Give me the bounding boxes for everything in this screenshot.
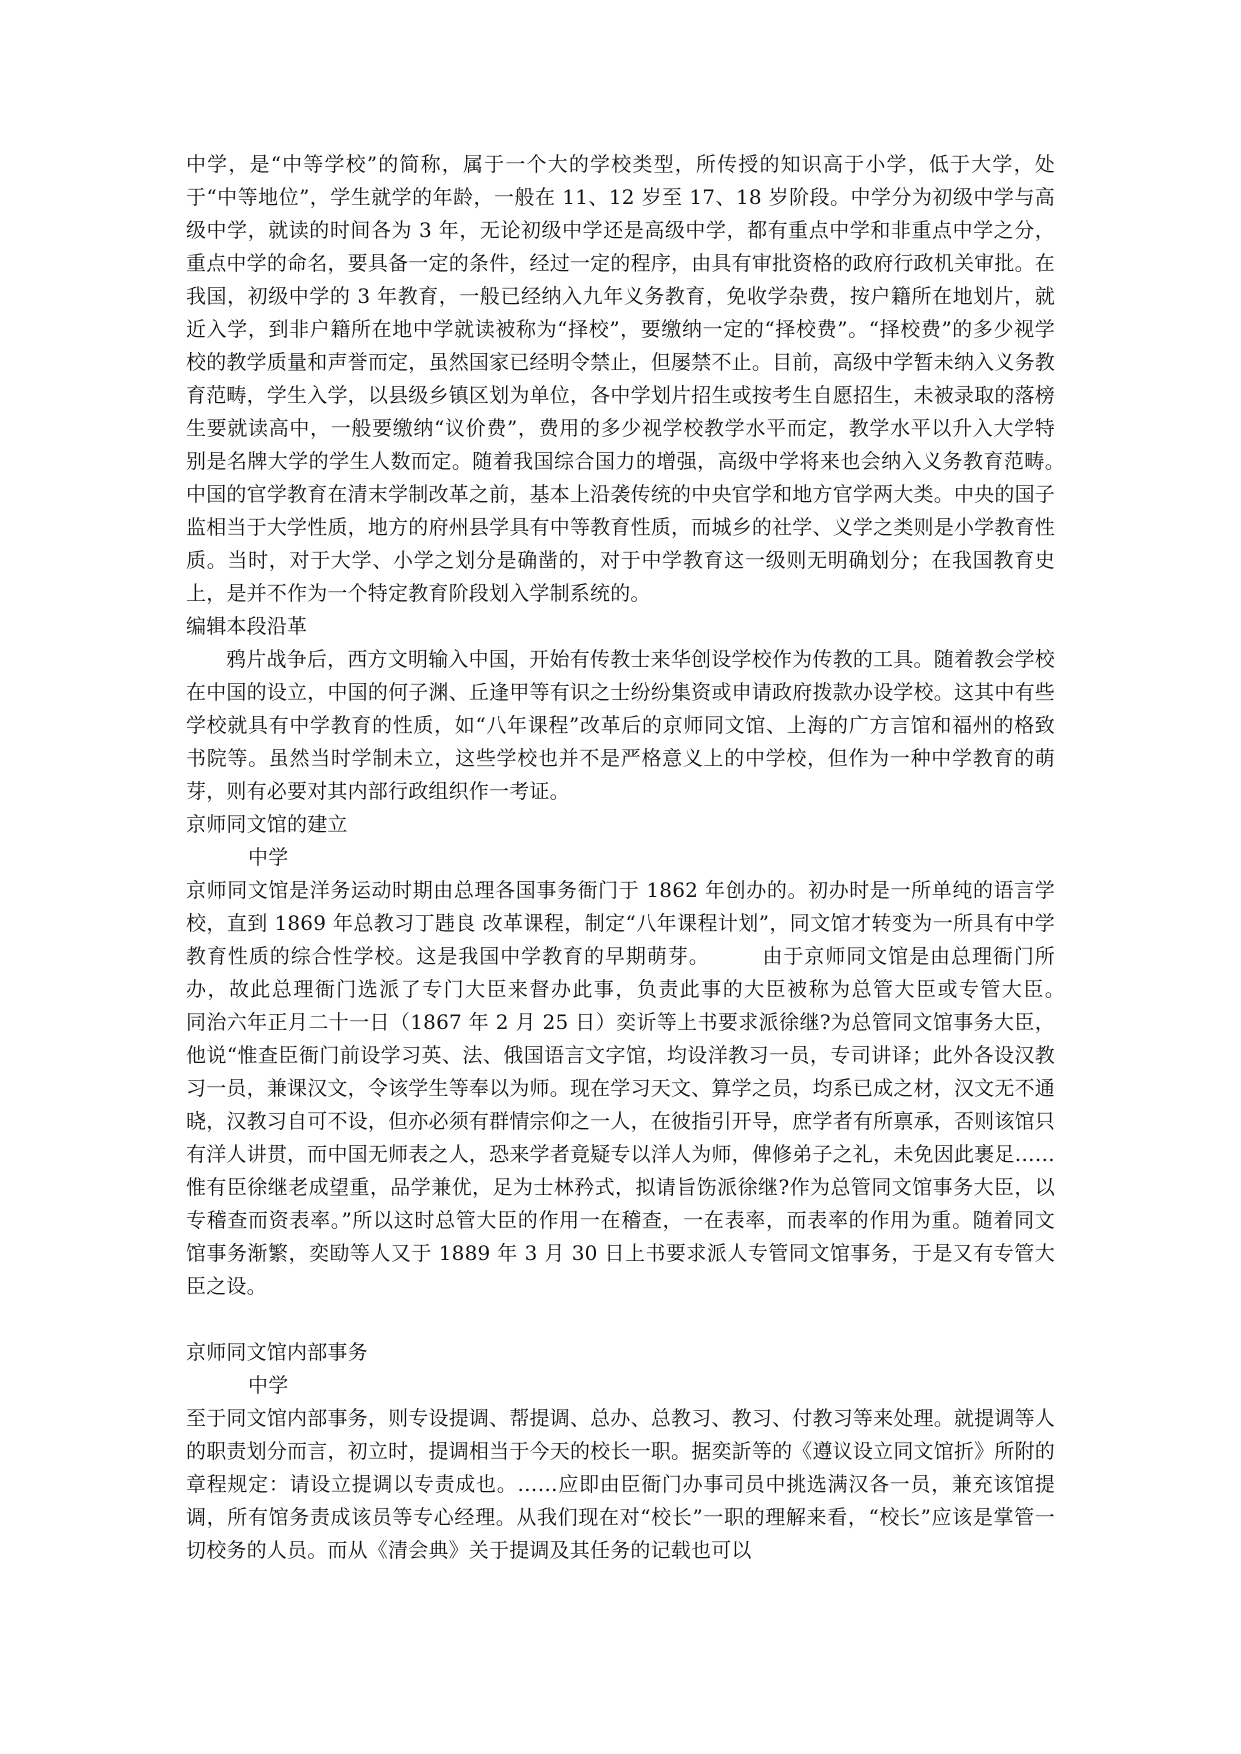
section-heading-founding: 京师同文馆的建立 bbox=[186, 812, 348, 836]
section-heading-history: 编辑本段沿革 bbox=[186, 614, 308, 638]
image-caption-internal: 中学 bbox=[248, 1373, 289, 1397]
section-heading-internal: 京师同文馆内部事务 bbox=[186, 1340, 368, 1364]
founding-paragraph: 京师同文馆是洋务运动时期由总理各国事务衙门于 1862 年创办的。初办时是一所单纯的语言学校，直到 1869 年总教习丁韪良 改革课程，制定“八年课程计划”，同文馆才转变为一所具有中学教育性质的综合性学校。这是我国中学教育的早期萌芽。 由于京师同文馆是由总理衙门所办，故此总理衙门选派了专门大臣来督办此事，负责此事的大臣被称为总管大臣或专管大臣。 同治六年正月二十一日（1867 年 2 月 25 日）奕䜣等上书要求派徐继?为总管同文馆事务大臣，他说“惟查臣衙门前设学习英、法、俄国语言文字馆，均设洋教习一员，专司讲译；此外各设汉教习一员，兼课汉文，令该学生等奉以为师。现在学习天文、算学之员，均系已成之材，汉文无不通晓，汉教习自可不设，但亦必须有群情宗仰之一人，在彼指引开导，庶学者有所禀承，否则该馆只有洋人讲贯，而中国无师表之人，恐来学者竟疑专以洋人为师，俾修弟子之礼，未免因此裹足……惟有臣徐继老成望重，品学兼优，足为士林矜式，拟请旨饬派徐继?作为总管同文馆事务大臣，以专稽查而资表率。”所以这时总管大臣的作用一在稽查，一在表率，而表率的作用为重。随着同文馆事务渐繁，奕劻等人又于 1889 年 3 月 30 日上书要求派人专管同文馆事务，于是又有专管大臣之设。 bbox=[186, 878, 1116, 1298]
internal-paragraph: 至于同文馆内部事务，则专设提调、帮提调、总办、总教习、教习、付教习等来处理。就提调等人的职责划分而言，初立时，提调相当于今天的校长一职。据奕訢等的《遵议设立同文馆折》所附的章程规定：请设立提调以专责成也。……应即由臣衙门办事司员中挑选满汉各一员，兼充该馆提调，所有馆务责成该员等专心经理。从我们现在对“校长”一职的理解来看，“校长”应该是掌管一切校务的人员。而从《清会典》关于提调及其任务的记载也可以 bbox=[186, 1406, 1055, 1562]
image-caption-founding: 中学 bbox=[248, 845, 289, 869]
history-paragraph: 鸦片战争后，西方文明输入中国，开始有传教士来华创设学校作为传教的工具。随着教会学校在中国的设立，中国的何子渊、丘逢甲等有识之士纷纷集资或申请政府拨款办设学校。这其中有些学校就具有中学教育的性质，如“八年课程”改革后的京师同文馆、上海的广方言馆和福州的格致书院等。虽然当时学制未立，这些学校也并不是严格意义上的中学校，但作为一种中学教育的萌芽，则有必要对其内部行政组织作一考证。 bbox=[186, 647, 1055, 803]
document-page bbox=[186, 148, 1116, 1567]
blank-line bbox=[186, 1303, 1055, 1336]
intro-paragraph: 中学，是“中等学校”的简称，属于一个大的学校类型，所传授的知识高于小学，低于大学，处于“中等地位”，学生就学的年龄，一般在 11、12 岁至 17、18 岁阶段。中学分为初级中学与高级中学，就读的时间各为 3 年，无论初级中学还是高级中学，都有重点中学和非重点中学之分，重点中学的命名，要具备一定的条件，经过一定的程序，由具有审批资格的政府行政机关审批。在我国，初级中学的 3 年教育，一般已经纳入九年义务教育，免收学杂费，按户籍所在地划片，就近入学，到非户籍所在地中学就读被称为“择校”，要缴纳一定的“择校费”。“择校费”的多少视学校的教学质量和声誉而定，虽然国家已经明令禁止，但屡禁不止。目前，高级中学暂未纳入义务教育范畴，学生入学，以县级乡镇区划为单位，各中学划片招生或按考生自愿招生，未被录取的落榜生要就读高中，一般要缴纳“议价费”，费用的多少视学校教学水平而定，教学水平以升入大学特别是名牌大学的学生人数而定。随着我国综合国力的增强，高级中学将来也会纳入义务教育范畴。 中国的官学教育在清末学制改革之前，基本上沿袭传统的中央官学和地方官学两大类。中央的国子监相当于大学性质，地方的府州县学具有中等教育性质，而城乡的社学、义学之类则是小学教育性质。当时，对于大学、小学之划分是确凿的，对于中学教育这一级则无明确划分；在我国教育史上，是并不作为一个特定教育阶段划入学制系统的。 bbox=[186, 152, 1116, 605]
